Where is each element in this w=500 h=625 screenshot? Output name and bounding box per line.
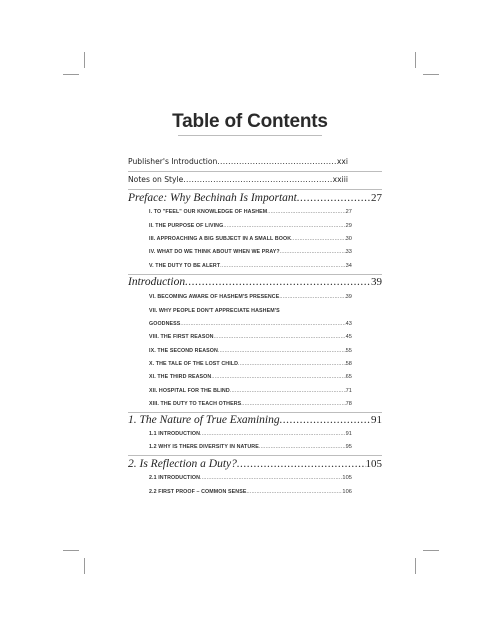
dot-leader xyxy=(291,236,345,242)
toc-section-chapter-2[interactable] xyxy=(128,458,382,470)
toc-subentry-page: 106 xyxy=(342,489,352,495)
toc-entry-page: xxi xyxy=(336,157,348,166)
section-divider xyxy=(128,412,382,413)
dot-leader xyxy=(259,444,346,450)
dot-leader xyxy=(214,334,346,340)
crop-mark-bottom-right xyxy=(415,558,416,574)
toc-subentry-page: 43 xyxy=(345,321,352,327)
crop-mark-top-left-h xyxy=(63,74,79,75)
toc-section-page: 27 xyxy=(371,192,382,204)
crop-mark-top-left xyxy=(84,52,85,68)
toc-section-page: 91 xyxy=(371,414,382,426)
toc-subentry[interactable] xyxy=(149,209,352,215)
toc-subentry[interactable] xyxy=(149,444,352,450)
toc-section-title: 1. The Nature of True Examining xyxy=(128,414,280,426)
dot-leader xyxy=(217,157,337,166)
toc-subentry-page: 71 xyxy=(345,388,352,394)
toc-subentry[interactable] xyxy=(149,321,352,327)
toc-section-page: 105 xyxy=(365,458,382,470)
toc-subentry-title: IV. WHAT DO WE THINK ABOUT WHEN WE PRAY? xyxy=(149,249,280,255)
toc-section-introduction[interactable] xyxy=(128,276,382,288)
dot-leader xyxy=(279,294,345,300)
toc-section-title: Preface: Why Bechinah Is Important xyxy=(128,192,297,204)
toc-subentry[interactable] xyxy=(149,334,352,340)
page-title: Table of Contents xyxy=(172,111,328,132)
dot-leader xyxy=(280,249,346,255)
section-divider xyxy=(128,189,382,190)
dot-leader xyxy=(211,374,345,380)
dot-leader xyxy=(237,458,366,470)
dot-leader xyxy=(230,388,346,394)
dot-leader xyxy=(218,348,346,354)
toc-section-chapter-1[interactable] xyxy=(128,414,382,426)
toc-subentry-page: 91 xyxy=(345,431,352,437)
toc-subentry-title: XI. THE THIRD REASON xyxy=(149,374,212,380)
toc-subentry-title: VI. BECOMING AWARE OF HASHEM'S PRESENCE xyxy=(149,294,280,300)
section-divider xyxy=(128,171,382,172)
toc-subentry-page: 30 xyxy=(345,236,352,242)
toc-subentry[interactable] xyxy=(149,361,352,367)
toc-subentry-title-line1: VII. WHY PEOPLE DON'T APPRECIATE HASHEM'S xyxy=(149,308,280,314)
toc-subentry[interactable] xyxy=(149,388,352,394)
crop-mark-top-right-h xyxy=(423,74,439,75)
toc-subentry[interactable] xyxy=(149,263,352,269)
toc-subentry-page: 55 xyxy=(345,348,352,354)
toc-entry-page: xxiii xyxy=(332,175,348,184)
crop-mark-bottom-left xyxy=(84,558,85,574)
toc-subentry-title: IX. THE SECOND REASON xyxy=(149,348,218,354)
toc-subentry-title: XII. HOSPITAL FOR THE BLIND xyxy=(149,388,230,394)
dot-leader xyxy=(267,209,345,215)
toc-section-page: 39 xyxy=(371,276,382,288)
dot-leader xyxy=(241,401,345,407)
toc-entry-title: Notes on Style xyxy=(128,175,184,184)
toc-subentry-title: 1.1 INTRODUCTION xyxy=(149,431,201,437)
crop-mark-bottom-left-h xyxy=(63,550,79,551)
toc-subentry-page: 33 xyxy=(345,249,352,255)
toc-entry-title: Publisher's Introduction xyxy=(128,157,218,166)
toc-subentry-page: 95 xyxy=(345,444,352,450)
toc-subentry[interactable] xyxy=(149,489,352,495)
toc-entry-notes-on-style[interactable] xyxy=(128,175,348,184)
toc-subentry-title: VIII. THE FIRST REASON xyxy=(149,334,214,340)
toc-subentry-page: 105 xyxy=(342,475,352,481)
toc-subentry-title: I. TO "FEEL" OUR KNOWLEDGE OF HASHEM xyxy=(149,209,268,215)
dot-leader xyxy=(200,475,342,481)
toc-subentry-title: II. THE PURPOSE OF LIVING xyxy=(149,223,224,229)
toc-subentry-page: 45 xyxy=(345,334,352,340)
title-underline xyxy=(178,135,322,136)
toc-subentry[interactable] xyxy=(149,401,352,407)
dot-leader xyxy=(246,489,342,495)
dot-leader xyxy=(185,276,371,288)
toc-subentry-title: 2.2 FIRST PROOF – COMMON SENSE xyxy=(149,489,247,495)
toc-subentry[interactable] xyxy=(149,348,352,354)
toc-subentry-page: 65 xyxy=(345,374,352,380)
section-divider xyxy=(128,455,382,456)
toc-subentry-page: 27 xyxy=(345,209,352,215)
toc-subentry-page: 58 xyxy=(345,361,352,367)
toc-subentry[interactable] xyxy=(149,374,352,380)
toc-entry-publishers-introduction[interactable] xyxy=(128,157,348,166)
dot-leader xyxy=(238,361,346,367)
toc-subentry-title: V. THE DUTY TO BE ALERT xyxy=(149,263,221,269)
toc-subentry-title: 1.2 WHY IS THERE DIVERSITY IN NATURE xyxy=(149,444,259,450)
toc-subentry-page: 39 xyxy=(345,294,352,300)
toc-subentry[interactable] xyxy=(149,475,352,481)
toc-subentry-title: III. APPROACHING A BIG SUBJECT IN A SMALL BOOK xyxy=(149,236,292,242)
toc-subentry[interactable] xyxy=(149,249,352,255)
crop-mark-bottom-right-h xyxy=(423,550,439,551)
dot-leader xyxy=(280,414,371,426)
toc-subentry-page: 78 xyxy=(345,401,352,407)
toc-subentry-title: 2.1 INTRODUCTION xyxy=(149,475,201,481)
dot-leader xyxy=(183,175,332,184)
toc-subentry[interactable] xyxy=(149,236,352,242)
dot-leader xyxy=(220,263,345,269)
toc-section-title: Introduction xyxy=(128,276,186,288)
section-divider xyxy=(128,274,382,275)
crop-mark-top-right xyxy=(415,52,416,68)
toc-subentry-title: GOODNESS xyxy=(149,321,181,327)
dot-leader xyxy=(297,192,371,204)
toc-subentry-page: 29 xyxy=(345,223,352,229)
toc-subentry[interactable] xyxy=(149,431,352,437)
dot-leader xyxy=(180,321,345,327)
toc-subentry-page: 34 xyxy=(345,263,352,269)
toc-section-preface[interactable] xyxy=(128,192,382,204)
toc-subentry-title: XIII. THE DUTY TO TEACH OTHERS xyxy=(149,401,242,407)
toc-subentry[interactable] xyxy=(149,223,352,229)
dot-leader xyxy=(223,223,345,229)
toc-section-title: 2. Is Reflection a Duty? xyxy=(128,458,237,470)
toc-subentry-title: X. THE TALE OF THE LOST CHILD xyxy=(149,361,239,367)
dot-leader xyxy=(200,431,346,437)
toc-subentry[interactable] xyxy=(149,294,352,300)
